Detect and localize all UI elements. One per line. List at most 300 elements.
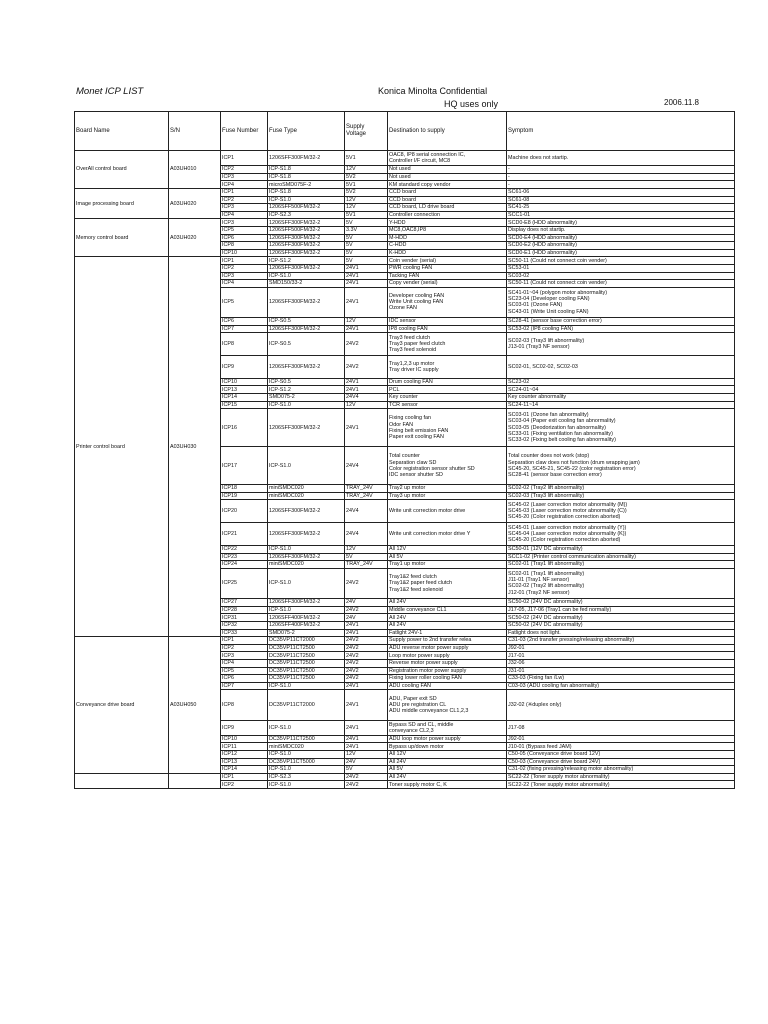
destination-cell: Toner supply motor C, K [388, 781, 507, 789]
destination-cell: Tray3 feed clutch Tray3 paper feed clutch Tray3 feed solenoid [388, 333, 507, 356]
destination-cell: ADU, Paper exit SD ADU pre registration CL ADU middle conveyance CL1,2,3 [388, 690, 507, 720]
destination-cell: CCD board, LD drive board [388, 204, 507, 212]
fuse-number-cell: ICP10 [221, 735, 268, 743]
voltage-cell: 24V1 [345, 325, 388, 333]
destination-cell: Not used [388, 166, 507, 174]
fuse-number-cell: ICP9 [221, 720, 268, 735]
destination-cell: Developer cooling FAN Write Unit cooling FAN Ozone FAN [388, 287, 507, 317]
voltage-cell: 24V4 [345, 447, 388, 485]
fuse-type-cell: 1206SFF300FM/32-2 [268, 234, 345, 242]
fuse-type-cell: ICP-S2.3 [268, 211, 345, 219]
symptom-cell: SC41-25 [507, 204, 735, 212]
fuse-number-cell: ICP4 [221, 181, 268, 189]
fuse-type-cell: DC35VP11CT5000 [268, 758, 345, 766]
fuse-number-cell: ICP8 [221, 690, 268, 720]
fuse-type-cell: 1206SFF300FM/32-2 [268, 287, 345, 317]
col-sn: S/N [169, 112, 221, 151]
fuse-type-cell: ICP-S1.2 [268, 386, 345, 394]
fuse-type-cell: ICP-S1.0 [268, 196, 345, 204]
destination-cell: Not used [388, 173, 507, 181]
fuse-number-cell: ICP21 [221, 523, 268, 546]
board-name-cell: Conveyance drive board [75, 637, 169, 774]
header-row [75, 112, 735, 151]
destination-cell: Tray2 up motor [388, 485, 507, 493]
sn-cell: A03UH020 [169, 188, 221, 218]
board-name-cell [75, 773, 169, 788]
fuse-type-cell: ICP-S1.0 [268, 682, 345, 690]
symptom-cell: SC02-01, SC02-02, SC02-03 [507, 356, 735, 379]
fuse-type-cell: ICP-S1.8 [268, 166, 345, 174]
board-name-cell: Memory control board [75, 219, 169, 257]
fuse-number-cell: ICP27 [221, 599, 268, 607]
destination-cell: C-HDD [388, 242, 507, 250]
voltage-cell: 24V1 [345, 720, 388, 735]
symptom-cell: J92-01 [507, 644, 735, 652]
destination-cell: All 24V [388, 621, 507, 629]
table-row [75, 151, 735, 166]
fuse-number-cell: ICP2 [221, 166, 268, 174]
symptom-cell: - [507, 181, 735, 189]
voltage-cell: 5V [345, 257, 388, 265]
fuse-type-cell: ICP-S0.5 [268, 378, 345, 386]
fuse-type-cell: DC35VP11CT2500 [268, 644, 345, 652]
voltage-cell: 24V1 [345, 264, 388, 272]
table-body [75, 151, 735, 789]
destination-cell: Write unit correction motor drive [388, 500, 507, 523]
destination-cell: KM standard copy vendor [388, 181, 507, 189]
confidential-label: Konica Minolta Confidential [378, 86, 488, 96]
symptom-cell: SCC1-02 (Printer control communication abnormality) [507, 553, 735, 561]
fuse-type-cell: 1206SFF300FM/32-2 [268, 219, 345, 227]
destination-cell: Tray1,2,3 up motor Tray driver IC supply [388, 356, 507, 379]
fuse-type-cell: 1206SFF300FM/32-2 [268, 356, 345, 379]
fuse-number-cell: ICP3 [221, 272, 268, 280]
destination-cell: Tacking FAN [388, 272, 507, 280]
fuse-number-cell: ICP13 [221, 386, 268, 394]
destination-cell: MC8,OAC8,IP8 [388, 226, 507, 234]
destination-cell: All 5V [388, 553, 507, 561]
symptom-cell: J32-06 [507, 659, 735, 667]
fuse-type-cell: miniSMDC020 [268, 485, 345, 493]
symptom-cell: SC02-01 (Tray1 lift abnormality) [507, 561, 735, 569]
destination-cell: All 24V [388, 614, 507, 622]
voltage-cell: 24V2 [345, 606, 388, 614]
fuse-type-cell: miniSMDC020 [268, 492, 345, 500]
voltage-cell: 24V2 [345, 568, 388, 598]
fuse-type-cell: ICP-S0.5 [268, 333, 345, 356]
fuse-type-cell: 1206SFF300FM/32-2 [268, 264, 345, 272]
destination-cell: ADU reverse motor power supply [388, 644, 507, 652]
fuse-number-cell: ICP19 [221, 492, 268, 500]
document-date: 2006.11.8 [664, 98, 699, 107]
symptom-cell: C50-03 (Conveyance drive board 24V) [507, 758, 735, 766]
destination-cell: All 24V [388, 773, 507, 781]
fuse-number-cell: ICP1 [221, 151, 268, 166]
symptom-cell: C33-03 (Fixing fan /Lw) [507, 675, 735, 683]
fuse-number-cell: ICP4 [221, 659, 268, 667]
fuse-type-cell: ICP-S1.2 [268, 257, 345, 265]
voltage-cell: 12V [345, 166, 388, 174]
symptom-cell: SC03-02 [507, 272, 735, 280]
symptom-cell: C50-05 (Conveyance drive board 12V) [507, 751, 735, 759]
destination-cell: Key counter [388, 394, 507, 402]
fuse-number-cell: ICP24 [221, 561, 268, 569]
voltage-cell: 24V2 [345, 675, 388, 683]
destination-cell: Tray1&2 feed clutch Tray1&2 paper feed clutch Tray1&2 feed solenoid [388, 568, 507, 598]
destination-cell: Drum cooling FAN [388, 378, 507, 386]
voltage-cell: TRAY_24V [345, 492, 388, 500]
fuse-type-cell: 1206SFF300FM/32-2 [268, 249, 345, 257]
fuse-number-cell: ICP6 [221, 318, 268, 326]
voltage-cell: 24V2 [345, 333, 388, 356]
fuse-number-cell: ICP9 [221, 356, 268, 379]
symptom-cell: SC50-02 (24V DC abnormality) [507, 621, 735, 629]
voltage-cell: 24V [345, 599, 388, 607]
fuse-type-cell: ICP-S1.0 [268, 606, 345, 614]
destination-cell: IP8 cooling FAN [388, 325, 507, 333]
symptom-cell: J92-01 [507, 735, 735, 743]
fuse-number-cell: ICP25 [221, 568, 268, 598]
fuse-number-cell: ICP3 [221, 204, 268, 212]
fuse-type-cell: DC35VP11CT2000 [268, 690, 345, 720]
voltage-cell: 5V1 [345, 151, 388, 166]
fuse-number-cell: ICP1 [221, 637, 268, 645]
symptom-cell: SC22-22 (Toner supply motor abnormality) [507, 781, 735, 789]
fuse-type-cell: ICP-S1.0 [268, 751, 345, 759]
voltage-cell: TRAY_24V [345, 485, 388, 493]
fuse-type-cell: ICP-S1.8 [268, 188, 345, 196]
destination-cell: Copy vender (serial) [388, 280, 507, 288]
table-row [75, 188, 735, 196]
symptom-cell: SC41-01~04 (polygon motor abnormality) SC23-04 (Developer cooling FAN) SC03-01 (Ozone FAN) SC43-01 (Write Unit cooling FAN) [507, 287, 735, 317]
voltage-cell: 24V2 [345, 659, 388, 667]
voltage-cell: 12V [345, 546, 388, 554]
destination-cell: Bypass SD and CL, middle conveyance CL2,3 [388, 720, 507, 735]
destination-cell: Controller connection [388, 211, 507, 219]
voltage-cell: 24V2 [345, 652, 388, 660]
fuse-number-cell: ICP4 [221, 211, 268, 219]
fuse-type-cell: ICP-S1.0 [268, 272, 345, 280]
symptom-cell: SC61-06 [507, 188, 735, 196]
symptom-cell: - [507, 166, 735, 174]
voltage-cell: 12V [345, 751, 388, 759]
destination-cell: All 5V [388, 766, 507, 774]
fuse-type-cell: microSMD075F-2 [268, 181, 345, 189]
fuse-number-cell: ICP3 [221, 652, 268, 660]
fuse-number-cell: ICP6 [221, 234, 268, 242]
fuse-number-cell: ICP18 [221, 485, 268, 493]
fuse-number-cell: ICP13 [221, 758, 268, 766]
col-board-name: Board Name [75, 112, 169, 151]
destination-cell: Total counter Separation claw SD Color registration sensor shutter SD IDC sensor shutter SD [388, 447, 507, 485]
voltage-cell: 12V [345, 318, 388, 326]
voltage-cell: 24V4 [345, 523, 388, 546]
fuse-number-cell: ICP15 [221, 401, 268, 409]
voltage-cell: 5V [345, 553, 388, 561]
voltage-cell: TRAY_24V [345, 561, 388, 569]
fuse-type-cell: 1206SFF300FM/32-2 [268, 242, 345, 250]
voltage-cell: 24V1 [345, 386, 388, 394]
voltage-cell: 24V2 [345, 773, 388, 781]
fuse-type-cell: ICP-S1.0 [268, 546, 345, 554]
fuse-type-cell: 1206SFF300FM/32-2 [268, 523, 345, 546]
fuse-type-cell: ICP-S1.0 [268, 447, 345, 485]
symptom-cell: SC61-08 [507, 196, 735, 204]
destination-cell: Coin vender (serial) [388, 257, 507, 265]
fuse-type-cell: miniSMDC020 [268, 743, 345, 751]
voltage-cell: 5V2 [345, 173, 388, 181]
symptom-cell: SC28-41 (sensor base correction error) [507, 318, 735, 326]
col-destination: Destination to supply [388, 112, 507, 151]
destination-cell: Fixing lower roller cooling FAN [388, 675, 507, 683]
fuse-type-cell: DC35VP11CT2000 [268, 637, 345, 645]
symptom-cell: SC50-11 (Could not connect coin vender) [507, 257, 735, 265]
sn-cell: A03UH050 [169, 637, 221, 774]
symptom-cell: SC24-11~14 [507, 401, 735, 409]
fuse-number-cell: ICP11 [221, 743, 268, 751]
voltage-cell: 24V1 [345, 629, 388, 637]
destination-cell: ADU loop motor power supply [388, 735, 507, 743]
destination-cell: Supply power to 2nd transfer relea [388, 637, 507, 645]
fuse-number-cell: ICP20 [221, 500, 268, 523]
symptom-cell: J17-01 [507, 652, 735, 660]
voltage-cell: 12V [345, 204, 388, 212]
symptom-cell: SC02-03 (Tray3 lift abnormality) J13-01 (Tray3 NF sensor) [507, 333, 735, 356]
fuse-type-cell: ICP-S1.0 [268, 781, 345, 789]
table-row [75, 219, 735, 227]
voltage-cell: 24V1 [345, 378, 388, 386]
fuse-type-cell: ICP-S1.0 [268, 766, 345, 774]
voltage-cell: 12V [345, 401, 388, 409]
voltage-cell: 24V [345, 614, 388, 622]
destination-cell: CCD board [388, 196, 507, 204]
symptom-cell: - [507, 173, 735, 181]
sn-cell: A03UH010 [169, 151, 221, 189]
destination-cell: Bypass up/down motor [388, 743, 507, 751]
fuse-type-cell: 1206SFF400FM/32-2 [268, 614, 345, 622]
voltage-cell: 5V [345, 766, 388, 774]
destination-cell: Middle conveyance CL1 [388, 606, 507, 614]
symptom-cell: J10-01 (Bypass feed JAM) [507, 743, 735, 751]
voltage-cell: 24V1 [345, 287, 388, 317]
fuse-number-cell: ICP8 [221, 242, 268, 250]
sn-cell [169, 773, 221, 788]
destination-cell: Write unit correction motor drive Y [388, 523, 507, 546]
document-title: Monet ICP LIST [76, 86, 144, 97]
fuse-type-cell: 1206SFF500FM/32-2 [268, 226, 345, 234]
destination-cell: All 12V [388, 546, 507, 554]
fuse-type-cell: DC35VP11CT2500 [268, 667, 345, 675]
destination-cell: TCR sensor [388, 401, 507, 409]
symptom-cell: J31-01 [507, 667, 735, 675]
voltage-cell: 5V2 [345, 188, 388, 196]
symptom-cell: SC50-02 (24V DC abnormality) [507, 599, 735, 607]
voltage-cell: 5V [345, 242, 388, 250]
destination-cell: Fatlight 24V-1 [388, 629, 507, 637]
fuse-number-cell: ICP10 [221, 378, 268, 386]
destination-cell: M-HDD [388, 234, 507, 242]
symptom-cell: Display does not startip. [507, 226, 735, 234]
voltage-cell: 24V2 [345, 356, 388, 379]
voltage-cell: 24V1 [345, 690, 388, 720]
fuse-number-cell: ICP8 [221, 333, 268, 356]
symptom-cell: SC02-01 (Tray1 lift abnormality) J11-01 (Tray1 NF sensor) SC02-02 (Tray2 lift abnormality) J12-01 (Tray2 NF sensor) [507, 568, 735, 598]
fuse-number-cell: ICP16 [221, 409, 268, 447]
voltage-cell: 5V1 [345, 211, 388, 219]
voltage-cell: 24V1 [345, 743, 388, 751]
voltage-cell: 24V1 [345, 682, 388, 690]
voltage-cell: 12V [345, 196, 388, 204]
table-row [75, 773, 735, 781]
destination-cell: IDC sensor [388, 318, 507, 326]
fuse-number-cell: ICP2 [221, 196, 268, 204]
fuse-number-cell: ICP14 [221, 394, 268, 402]
fuse-type-cell: 1206SFF500FM/32-2 [268, 204, 345, 212]
symptom-cell: SC53-01 [507, 264, 735, 272]
col-symptom: Symptom [507, 112, 735, 151]
symptom-cell: SC45-02 (Laser correction motor abnormality (M)) SC45-03 (Laser correction motor abnormality (C)) SC45-20 (Color registration correction aborted) [507, 500, 735, 523]
fuse-type-cell: SMD075-2 [268, 394, 345, 402]
fuse-number-cell: ICP3 [221, 173, 268, 181]
symptom-cell: SC45-01 (Laser correction motor abnormality (Y)) SC45-04 (Laser correction motor abnormality (K)) SC45-20 (Color registration correction aborted) [507, 523, 735, 546]
symptom-cell: Total counter does not work (stop) Separation claw does not function (drum wrapping jam) SC45-20, SC45-21, SC45-22 (color registration error) SC28-41 (sensor base correction error) [507, 447, 735, 485]
symptom-cell: SCD0-E4 (HDD abnormality) [507, 234, 735, 242]
voltage-cell: 5V [345, 219, 388, 227]
icp-table [74, 111, 735, 789]
destination-cell: Tray3 up motor [388, 492, 507, 500]
fuse-type-cell: 1206SFF300FM/32-2 [268, 151, 345, 166]
fuse-type-cell: SMD075-2 [268, 629, 345, 637]
voltage-cell: 5V [345, 234, 388, 242]
fuse-number-cell: ICP12 [221, 751, 268, 759]
fuse-number-cell: ICP4 [221, 280, 268, 288]
board-name-cell: OverAll control board [75, 151, 169, 189]
fuse-number-cell: ICP1 [221, 188, 268, 196]
symptom-cell: SCD0-E8 (HDD abnormality) [507, 219, 735, 227]
destination-cell: ADU cooling FAN [388, 682, 507, 690]
fuse-number-cell: ICP7 [221, 325, 268, 333]
voltage-cell: 5V [345, 249, 388, 257]
fuse-type-cell: 1206SFF300FM/32-2 [268, 325, 345, 333]
symptom-cell: SC23-02 [507, 378, 735, 386]
voltage-cell: 24V2 [345, 781, 388, 789]
fuse-type-cell: ICP-S0.5 [268, 318, 345, 326]
symptom-cell: SCD0-E2 (HDD abnormality) [507, 242, 735, 250]
fuse-type-cell: SMD150/33-2 [268, 280, 345, 288]
fuse-number-cell: ICP1 [221, 773, 268, 781]
fuse-type-cell: ICP-S1.8 [268, 173, 345, 181]
voltage-cell: 5V1 [345, 181, 388, 189]
fuse-type-cell: 1206SFF300FM/32-2 [268, 409, 345, 447]
fuse-type-cell: DC35VP11CT2500 [268, 659, 345, 667]
destination-cell: All 24V [388, 599, 507, 607]
fuse-number-cell: ICP3 [221, 219, 268, 227]
destination-cell: Fixing cooling fan Odor FAN Fixing belt emission FAN Paper exit cooling FAN [388, 409, 507, 447]
symptom-cell: C31-02 (fixing pressing/releasing motor abnormality) [507, 766, 735, 774]
destination-cell: K-HDD [388, 249, 507, 257]
sn-cell: A03UH020 [169, 219, 221, 257]
voltage-cell: 24V2 [345, 667, 388, 675]
voltage-cell: 24V2 [345, 637, 388, 645]
fuse-type-cell: miniSMDC020 [268, 561, 345, 569]
symptom-cell: SC02-03 (Tray3 lift abnormality) [507, 492, 735, 500]
table-row [75, 257, 735, 265]
fuse-number-cell: ICP31 [221, 614, 268, 622]
fuse-type-cell: 1206SFF300FM/32-2 [268, 553, 345, 561]
board-name-cell: Printer control board [75, 257, 169, 637]
fuse-type-cell: ICP-S1.0 [268, 401, 345, 409]
fuse-number-cell: ICP10 [221, 249, 268, 257]
voltage-cell: 24V4 [345, 500, 388, 523]
col-fuse-type: Fuse Type [268, 112, 345, 151]
voltage-cell: 24V2 [345, 644, 388, 652]
voltage-cell: 24V4 [345, 394, 388, 402]
fuse-number-cell: ICP22 [221, 546, 268, 554]
symptom-cell: Key counter abnormality [507, 394, 735, 402]
fuse-type-cell: ICP-S1.0 [268, 568, 345, 598]
symptom-cell: SC03-01 (Ozone fan abnormality) SC03-04 (Paper exit cooling fan abnormality) SC03-05 (Deodorization fan abnormality) SC33-01 (Fixing ventilation fan abnormality) SC33-02 (Fixing belt cooling fan abnormality) [507, 409, 735, 447]
destination-cell: PWR cooling FAN [388, 264, 507, 272]
fuse-type-cell: 1206SFF300FM/32-2 [268, 500, 345, 523]
voltage-cell: 24V [345, 758, 388, 766]
fuse-number-cell: ICP7 [221, 682, 268, 690]
symptom-cell: C31-03 (2nd transfer pressing/releasing abnormality) [507, 637, 735, 645]
voltage-cell: 3.3V [345, 226, 388, 234]
symptom-cell: J32-02 (※duplex only) [507, 690, 735, 720]
symptom-cell: J17-08 [507, 720, 735, 735]
symptom-cell: Fatlight does not light. [507, 629, 735, 637]
fuse-type-cell: 1206SFF300FM/32-2 [268, 599, 345, 607]
fuse-number-cell: ICP28 [221, 606, 268, 614]
col-fuse-number: Fuse Number [221, 112, 268, 151]
symptom-cell: C03-03 (ADU cooling fan abnormality) [507, 682, 735, 690]
destination-cell: PCL [388, 386, 507, 394]
destination-cell: Y-HDD [388, 219, 507, 227]
symptom-cell: SCD0-E1 (HDD abnormality) [507, 249, 735, 257]
fuse-number-cell: ICP23 [221, 553, 268, 561]
fuse-number-cell: ICP1 [221, 257, 268, 265]
symptom-cell: Machine does not startip. [507, 151, 735, 166]
col-supply-voltage: Supply Voltage [345, 112, 388, 151]
fuse-number-cell: ICP32 [221, 621, 268, 629]
voltage-cell: 24V1 [345, 621, 388, 629]
symptom-cell: SC22-22 (Toner supply motor abnormality) [507, 773, 735, 781]
fuse-type-cell: 1206SFF400FM/32-2 [268, 621, 345, 629]
fuse-number-cell: ICP5 [221, 226, 268, 234]
voltage-cell: 24V1 [345, 272, 388, 280]
voltage-cell: 24V1 [345, 735, 388, 743]
symptom-cell: SC02-02 (Tray2 lift abnormality) [507, 485, 735, 493]
fuse-number-cell: ICP5 [221, 287, 268, 317]
symptom-cell: J17-05, J17-06 (Tray1 can be fed normally) [507, 606, 735, 614]
voltage-cell: 24V1 [345, 280, 388, 288]
fuse-number-cell: ICP2 [221, 781, 268, 789]
table-row [75, 637, 735, 645]
symptom-cell: SC53-02 (IP8 cooling FAN) [507, 325, 735, 333]
destination-cell: Tray1 up motor [388, 561, 507, 569]
destination-cell: Reverse motor power supply [388, 659, 507, 667]
fuse-type-cell: DC35VP11CT2500 [268, 735, 345, 743]
fuse-type-cell: ICP-S1.0 [268, 720, 345, 735]
symptom-cell: SCC1-01 [507, 211, 735, 219]
board-name-cell: Image processing board [75, 188, 169, 218]
fuse-type-cell: DC35VP11CT2500 [268, 675, 345, 683]
symptom-cell: SC50-01 (12V DC abnormality) [507, 546, 735, 554]
symptom-cell: SC50-11 (Could not connect coin vender) [507, 280, 735, 288]
fuse-number-cell: ICP14 [221, 766, 268, 774]
fuse-number-cell: ICP6 [221, 675, 268, 683]
fuse-number-cell: ICP5 [221, 667, 268, 675]
